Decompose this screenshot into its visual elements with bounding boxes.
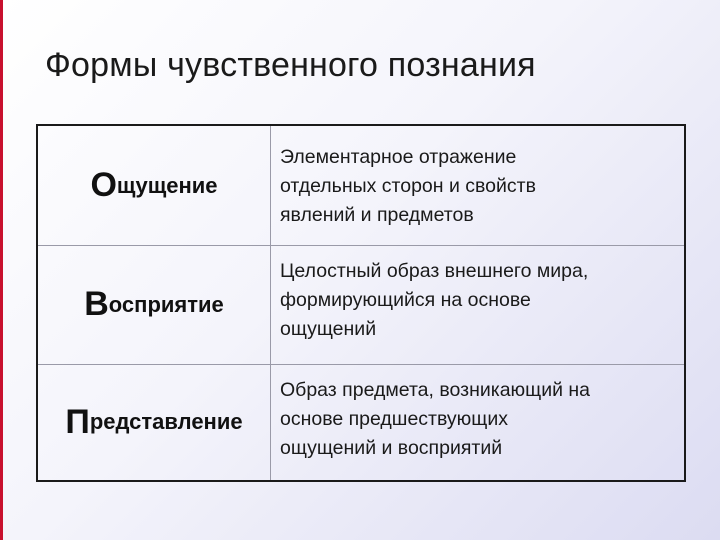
definition-cell: Элементарное отражение отдельных сторон и свойств явлений и предметов (280, 146, 536, 226)
term-rest: редставление (89, 409, 243, 434)
term-initial: В (84, 285, 109, 323)
definitions-table (36, 124, 686, 482)
table-row (38, 245, 684, 364)
term-cell (38, 364, 270, 480)
table-row (38, 364, 684, 480)
term-rest: осприятие (108, 291, 224, 317)
term-initial: О (90, 166, 117, 204)
slide-title: Формы чувственного познания (45, 46, 536, 84)
table-row (38, 126, 684, 245)
term-cell (38, 126, 270, 245)
term-rest: щущение (116, 172, 218, 198)
definition-cell: Целостный образ внешнего мира, формирующийся на основе ощущений (280, 260, 589, 340)
term-initial: П (65, 402, 90, 441)
left-accent-bar (0, 0, 3, 540)
definition-cell: Образ предмета, возникающий на основе предшествующих ощущений и восприятий (280, 379, 591, 459)
term-cell (38, 245, 270, 364)
